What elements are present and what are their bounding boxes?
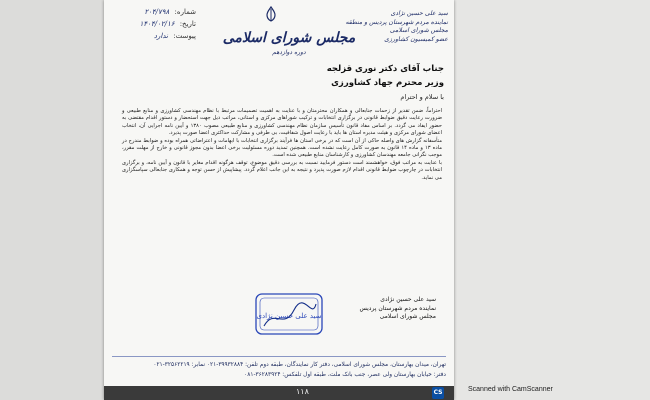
svg-text:سید علی حسین نژادی: سید علی حسین نژادی: [256, 312, 322, 320]
scanner-watermark: Scanned with CamScanner: [468, 386, 553, 393]
footer-address-1: تهران، میدان بهارستان، مجلس شورای اسلامی، دفتر کار نمایندگان، طبقه دوم تلفن: ۳۹۹۳۲۸۸۴-۰۲۱ نمابر: ۳۲۵۶۲۲۱۹-۰۲۱: [153, 362, 446, 368]
letter-metadata: [116, 6, 196, 42]
sender-block: سید علی حسین نژادی نماینده مردم شهرستان پردیس و منطقه مجلس شورای اسلامی عضو کمیسیون کشاورزی: [345, 10, 448, 43]
recipient-block: [284, 64, 444, 101]
date-row: تاریخ: ۱۴۰۴/۰۲/۱۶: [139, 20, 196, 28]
scan-bottom-bar: [104, 386, 454, 400]
body-paragraph: با عنایت به مراتب فوق، خواهشمند است دستور فرمایید نسبت به بررسی دقیق موضوع، توقف هرگونه اقدام مغایر با قانون و آیین نامه، و برگزاری انتخابات در چارچوب ضوابط قانونی اقدام لازم صورت پذیرد و نتیجه به این جانب اعلام گردد. پیشاپیش از حسن توجه و همکاری جنابعالی سپاسگزاری می نماید.: [122, 159, 442, 181]
recipient-title: وزیر محترم جهاد کشاورزی: [331, 78, 444, 88]
letter-page: [104, 0, 454, 400]
letter-date: ۱۴۰۴/۰۲/۱۶: [139, 20, 175, 28]
logo-subtitle: دوره دوازدهم: [272, 49, 306, 56]
letter-footer: [112, 356, 446, 380]
footer-address-2: دفتر: خیابان بهارستان ولی عصر، جنب بانک ملت، طبقه اول تلفکس: ۳۶۲۸۳۹۲۴-۰۸۱: [244, 372, 446, 378]
signature-block: سید علی حسین نژادی نماینده مردم شهرستان پردیس مجلس شورای اسلامی: [359, 296, 436, 320]
number-row: شماره: ۲۰۴/۷۹۸: [144, 8, 196, 16]
body-paragraph: احتراماً، ضمن تقدیر از زحمات جنابعالی و همکاران محترمتان و با عنایت به اهمیت تصمیمات مرتبط با نظام مهندسی کشاورزی و منابع طبیعی و ضرورت رعایت دقیق ضوابط قانونی در برگزاری انتخابات و ترکیب شوراهای مرکزی و استانی، مراتب ذیل جهت استحضار و دستور اقدام مقتضی به حضور ایفاد می گردد. بر اساس مفاد قانون تأسیس سازمان نظام مهندسی کشاورزی و منابع طبیعی مصوب ۱۳۸۰ و آیین نامه اجرایی آن، انتخاب اعضای شورای مرکزی و هیئت مدیره استان ها باید با رعایت اصول شفافیت، بی طرفی و مشارکت حداکثری اعضا صورت پذیرد.: [122, 108, 442, 137]
body-paragraph: متأسفانه گزارش های واصله حاکی از آن است که در برخی استان ها فرآیند برگزاری انتخابات با ابهامات و اعتراضاتی همراه بوده و ضوابط مندرج در ماده ۱۳ و ماده ۱۴ قانون به صورت کامل رعایت نشده است. همچنین تمدید دوره مسئولیت برخی اعضا بدون مجوز قانونی و خارج از مهلت مقرر، موجب نگرانی جامعه مهندسان کشاورزی و کارشناسان منابع طبیعی شده است.: [122, 137, 442, 159]
official-stamp: [254, 290, 324, 338]
camscanner-icon: CS: [432, 387, 444, 399]
page-number: ۱۱۸: [296, 387, 309, 396]
right-background: [454, 0, 650, 400]
letter-attachment: ندارد: [153, 32, 168, 40]
left-background: [0, 0, 104, 400]
greeting: با سلام و احترام: [400, 93, 444, 101]
parliament-logo: [222, 20, 356, 60]
recipient-name: جناب آقای دکتر نوری قزلجه: [326, 64, 444, 74]
logo-title: مجلس شورای اسلامی: [222, 30, 356, 46]
letter-body: [122, 108, 442, 182]
attachment-row: پیوست: ندارد: [153, 32, 196, 40]
letter-number: ۲۰۴/۷۹۸: [144, 8, 170, 16]
